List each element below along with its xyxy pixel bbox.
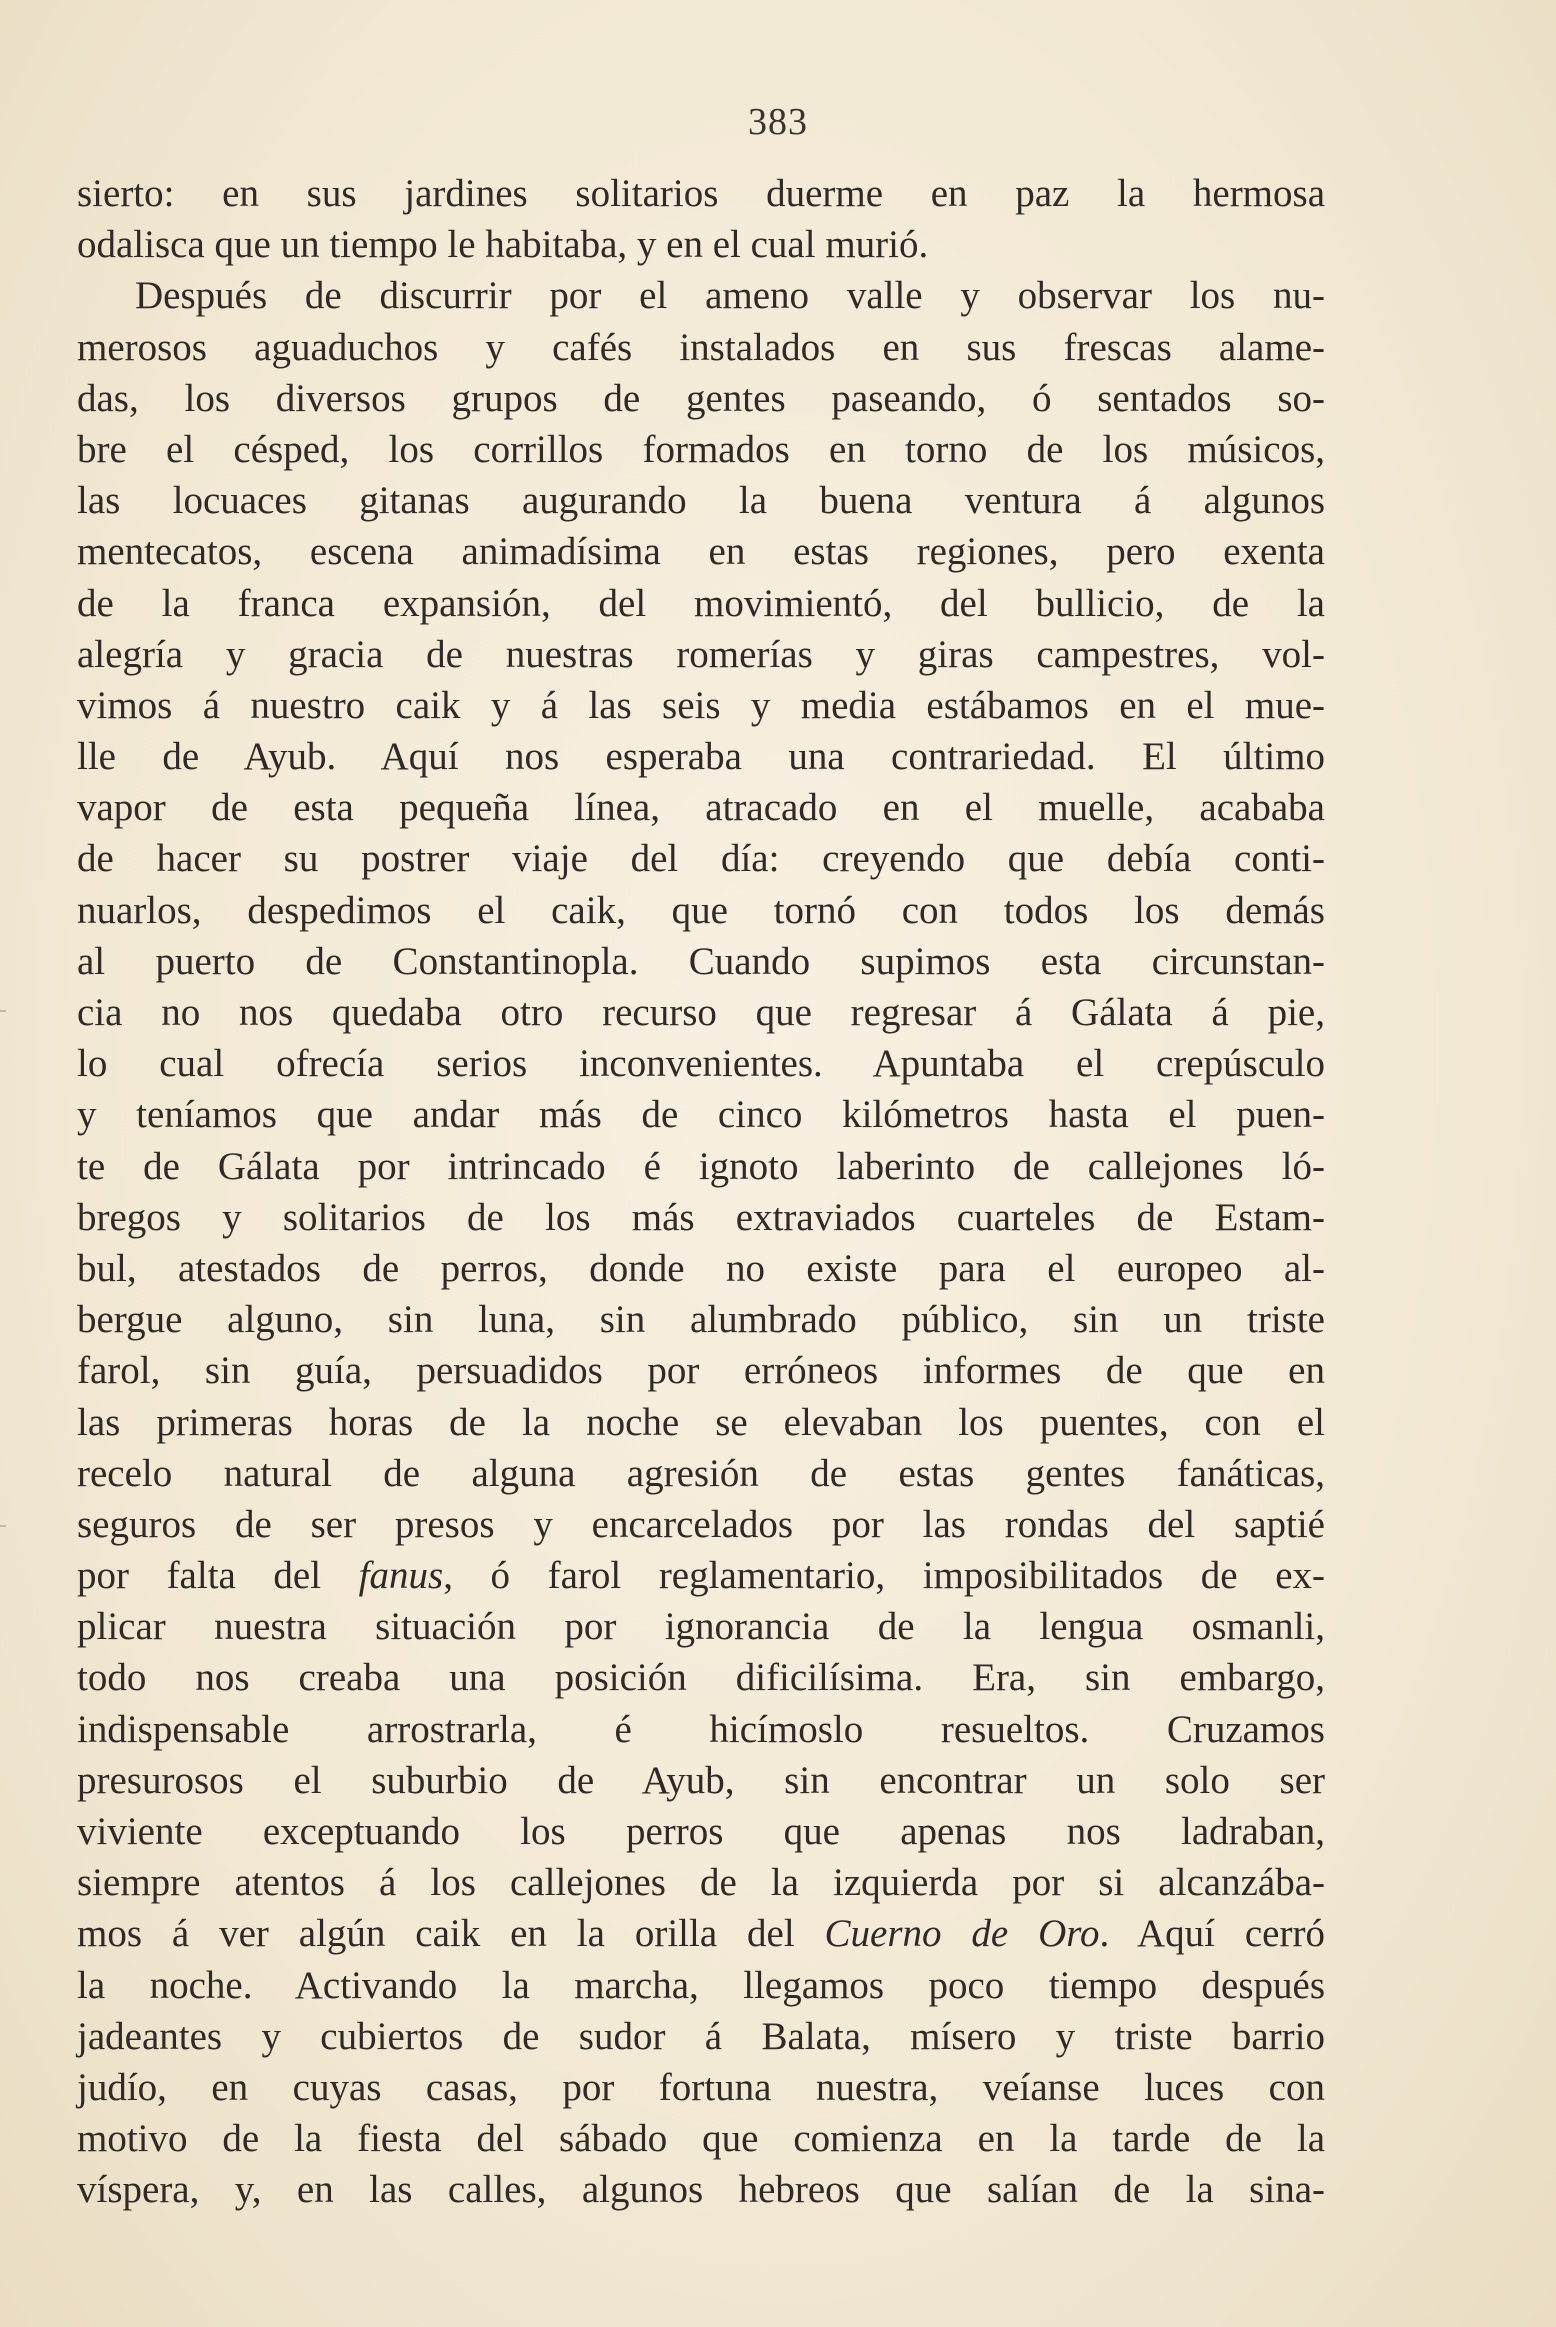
text-line: mentecatos, escena animadísima en estas regiones, pero exenta bbox=[77, 530, 1325, 574]
text-line bbox=[77, 1550, 1325, 1601]
text-segment: mos á ver algún caik en la orilla del bbox=[77, 1912, 825, 1956]
text-line: de la franca expansión, del movimientó, del bullicio, de la bbox=[77, 581, 1325, 625]
text-line: cia no nos quedaba otro recurso que regresar á Gálata á pie, bbox=[77, 991, 1325, 1034]
text-line: judío, en cuyas casas, por fortuna nuestra, veíanse luces con bbox=[77, 2065, 1325, 2109]
text-line: das, los diversos grupos de gentes paseando, ó sentados so- bbox=[77, 376, 1325, 420]
italic-term: Cuerno de Oro bbox=[824, 1912, 1100, 1956]
text-line: bregos y solitarios de los más extraviados cuarteles de Estam- bbox=[77, 1195, 1325, 1239]
text-line: presurosos el suburbio de Ayub, sin encontrar un solo ser bbox=[77, 1758, 1325, 1802]
text-line: vimos á nuestro caik y á las seis y media estábamos en el mue- bbox=[77, 683, 1325, 727]
text-segment: . Aquí cerró bbox=[1099, 1912, 1325, 1956]
text-line: lo cual ofrecía serios inconvenientes. Apuntaba el crepúsculo bbox=[77, 1042, 1325, 1086]
text-line: víspera, y, en las calles, algunos hebreos que salían de la sina- bbox=[77, 2168, 1325, 2212]
text-line: bergue alguno, sin luna, sin alumbrado público, sin un triste bbox=[77, 1298, 1325, 1342]
text-segment: por falta del bbox=[77, 1554, 359, 1598]
text-line: bul, atestados de perros, donde no existe para el europeo al- bbox=[77, 1246, 1325, 1290]
text-line bbox=[77, 1908, 1325, 1959]
text-line: farol, sin guía, persuadidos por erróneos informes de que en bbox=[77, 1349, 1325, 1393]
text-line: lle de Ayub. Aquí nos esperaba una contrariedad. El último bbox=[77, 735, 1325, 779]
margin-mark bbox=[0, 1525, 6, 1527]
text-line: jadeantes y cubiertos de sudor á Balata, mísero y triste barrio bbox=[77, 2014, 1325, 2058]
text-line: nuarlos, despedimos el caik, que tornó con todos los demás bbox=[77, 888, 1325, 932]
page-number: 383 bbox=[748, 101, 808, 143]
text-line: recelo natural de alguna agresión de estas gentes fanáticas, bbox=[77, 1451, 1325, 1495]
text-line: merosos aguaduchos y cafés instalados en sus frescas alame- bbox=[77, 325, 1325, 369]
italic-term: fanus bbox=[358, 1554, 444, 1598]
text-line: seguros de ser presos y encarcelados por las rondas del saptié bbox=[77, 1502, 1325, 1546]
text-line: todo nos creaba una posición dificilísima. Era, sin embargo, bbox=[77, 1656, 1325, 1700]
text-line: alegría y gracia de nuestras romerías y giras campestres, vol- bbox=[77, 632, 1325, 676]
text-line: sierto: en sus jardines solitarios duerme en paz la hermosa bbox=[77, 172, 1325, 215]
text-line: la noche. Activando la marcha, llegamos poco tiempo después bbox=[77, 1963, 1325, 2007]
text-segment: , ó farol reglamentario, imposibilitados de ex- bbox=[443, 1554, 1325, 1598]
text-line: al puerto de Constantinopla. Cuando supimos esta circunstan- bbox=[77, 939, 1325, 983]
text-line: odalisca que un tiempo le habitaba, y en el cual murió. bbox=[77, 223, 929, 267]
text-line: viviente exceptuando los perros que apenas nos ladraban, bbox=[77, 1810, 1325, 1853]
text-line: bre el césped, los corrillos formados en torno de los músicos, bbox=[77, 427, 1325, 471]
text-line: las primeras horas de la noche se elevaban los puentes, con el bbox=[77, 1400, 1325, 1444]
text-line: las locuaces gitanas augurando la buena ventura á algunos bbox=[77, 479, 1325, 523]
body-text bbox=[77, 168, 1325, 2216]
text-line: siempre atentos á los callejones de la izquierda por si alcanzába- bbox=[77, 1861, 1325, 1905]
text-line: te de Gálata por intrincado é ignoto laberinto de callejones ló- bbox=[77, 1144, 1325, 1188]
text-line: y teníamos que andar más de cinco kilómetros hasta el puen- bbox=[77, 1093, 1325, 1137]
text-line: plicar nuestra situación por ignorancia de la lengua osmanli, bbox=[77, 1605, 1325, 1649]
text-line: de hacer su postrer viaje del día: creyendo que debía conti- bbox=[77, 837, 1325, 881]
margin-mark bbox=[0, 1010, 6, 1012]
text-line: indispensable arrostrarla, é hicímoslo resueltos. Cruzamos bbox=[77, 1707, 1325, 1751]
text-line: Después de discurrir por el ameno valle y observar los nu- bbox=[135, 274, 1325, 318]
text-line: motivo de la fiesta del sábado que comienza en la tarde de la bbox=[77, 2117, 1325, 2161]
text-line: vapor de esta pequeña línea, atracado en el muelle, acababa bbox=[77, 786, 1325, 830]
